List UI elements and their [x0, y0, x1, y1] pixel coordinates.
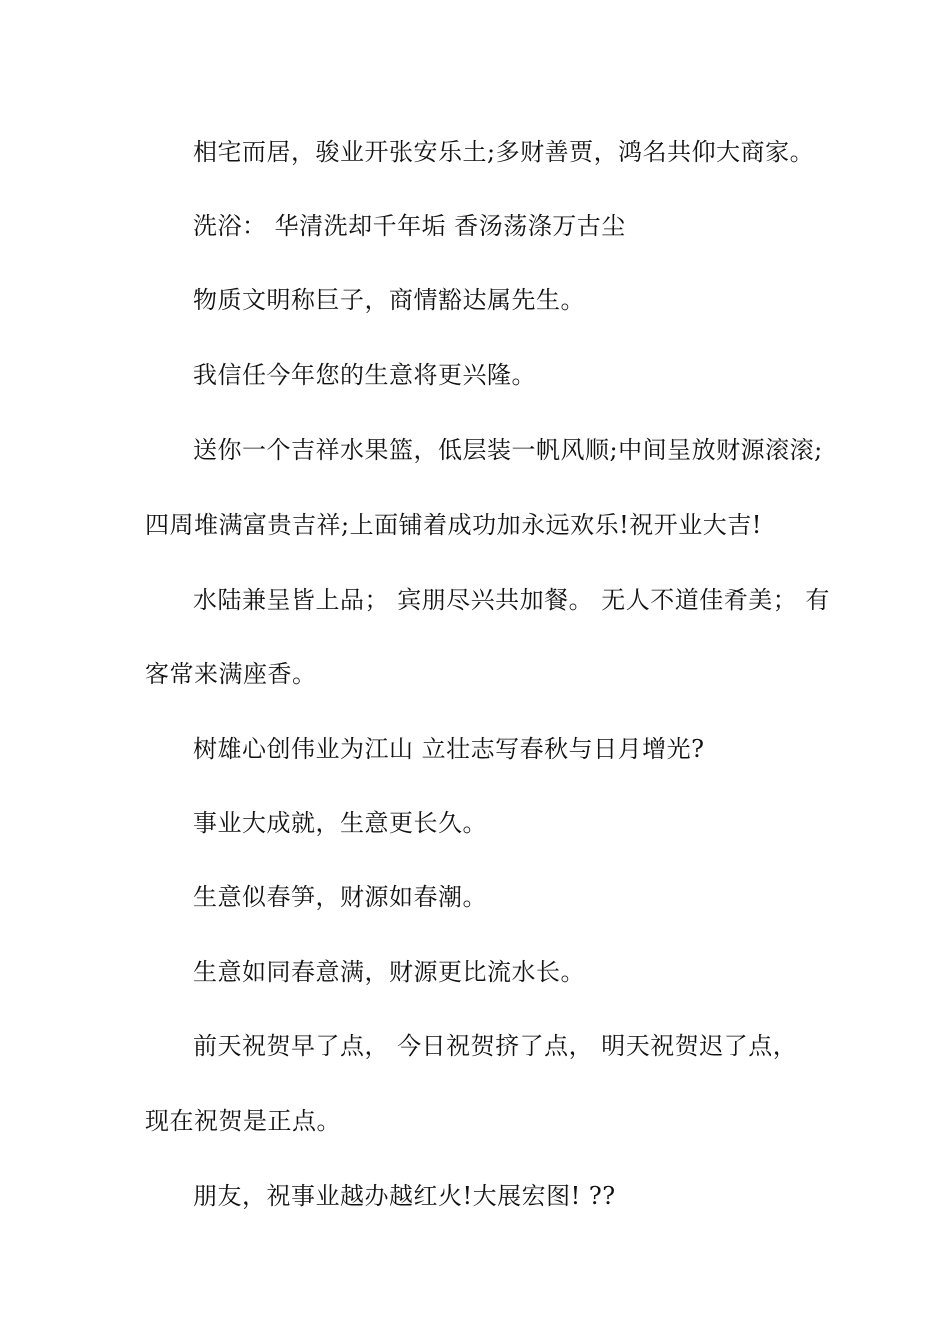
text-line: 现在祝贺是正点。 — [145, 1107, 341, 1135]
text-line: 树雄心创伟业为江山 立壮志写春秋与日月增光? — [193, 735, 705, 763]
text-line: 我信任今年您的生意将更兴隆。 — [193, 361, 536, 389]
text-line: 生意似春笋，财源如春潮。 — [193, 883, 487, 911]
text-line: 水陆兼呈皆上品； 宾朋尽兴共加餐。 无人不道佳肴美； 有 — [193, 586, 830, 614]
text-line: 事业大成就，生意更长久。 — [193, 809, 487, 837]
text-line: 前天祝贺早了点， 今日祝贺挤了点， 明天祝贺迟了点， — [193, 1032, 798, 1060]
text-line: 客常来满座香。 — [145, 660, 317, 688]
text-line: 洗浴： 华清洗却千年垢 香汤荡涤万古尘 — [193, 212, 626, 240]
text-line: 相宅而居，骏业开张安乐土;多财善贾，鸿名共仰大商家。 — [193, 138, 815, 166]
text-line: 送你一个吉祥水果篮，低层装一帆风顺;中间呈放财源滚滚; — [193, 436, 823, 464]
text-line: 四周堆满富贵吉祥;上面铺着成功加永远欢乐!祝开业大吉! — [145, 511, 762, 539]
text-line: 生意如同春意满，财源更比流水长。 — [193, 958, 585, 986]
text-line: 物质文明称巨子，商情豁达属先生。 — [193, 286, 585, 314]
text-line: 朋友，祝事业越办越红火!大展宏图! ?? — [193, 1182, 616, 1210]
